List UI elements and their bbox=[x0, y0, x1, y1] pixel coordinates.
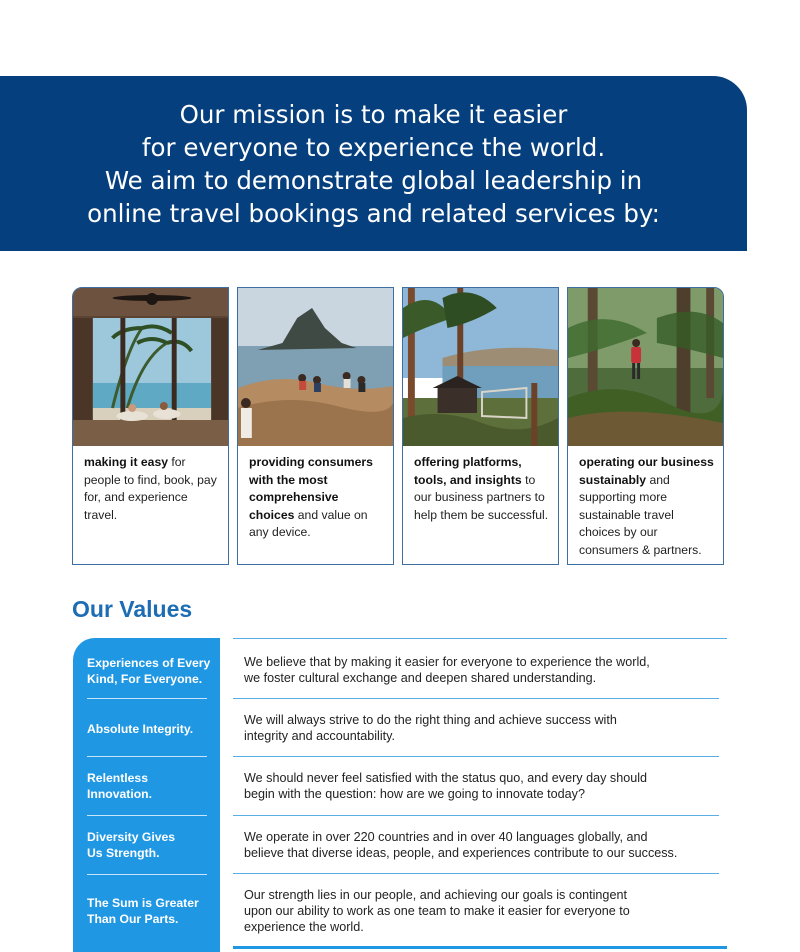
mission-banner bbox=[0, 76, 747, 251]
value-desc-line: integrity and accountability. bbox=[244, 729, 395, 744]
pillar-cards bbox=[72, 287, 724, 566]
pillar-heading: operating our business sustainably bbox=[579, 455, 714, 487]
value-name-line: Innovation. bbox=[87, 787, 152, 801]
value-name-diversity bbox=[87, 829, 212, 861]
mission-line: online travel bookings and related services by: bbox=[87, 198, 660, 228]
value-name-line: Experiences of Every bbox=[87, 656, 211, 670]
pillar-description: and value on any device. bbox=[249, 507, 368, 540]
value-name-innovation bbox=[87, 770, 212, 802]
values-divider bbox=[233, 873, 719, 874]
pillar-heading: offering platforms, tools, and insights bbox=[414, 455, 522, 487]
value-desc-line: We believe that by making it easier for everyone to experience the world, bbox=[244, 655, 650, 669]
island-coast-photo bbox=[238, 288, 393, 446]
value-name-line: Than Our Parts. bbox=[87, 912, 179, 926]
value-name-sum bbox=[87, 895, 212, 927]
lake-cabin-photo bbox=[403, 288, 558, 446]
sidebar-divider bbox=[87, 698, 207, 699]
mission-line: Our mission is to make it easier bbox=[179, 99, 568, 129]
sidebar-divider bbox=[87, 756, 207, 757]
values-sidebar bbox=[73, 638, 220, 952]
value-description-experiences bbox=[244, 654, 724, 686]
sidebar-divider bbox=[87, 874, 207, 875]
pillar-text bbox=[84, 454, 222, 524]
forest-hiker-photo bbox=[568, 288, 723, 446]
value-desc-line: We should never feel satisfied with the status quo, and every day should bbox=[244, 771, 648, 785]
pillar-text bbox=[414, 454, 552, 524]
value-desc-line: believe that diverse ideas, people, and experiences contribute to our success. bbox=[244, 846, 678, 861]
resort-veranda-photo bbox=[73, 288, 228, 446]
mission-line: We aim to demonstrate global leadership in bbox=[104, 165, 643, 195]
value-desc-line: begin with the question: how are we going to innovate today? bbox=[244, 787, 585, 802]
pillar-card-platforms bbox=[402, 287, 559, 565]
value-desc-line: We operate in over 220 countries and in over 40 languages globally, and bbox=[244, 830, 648, 844]
value-desc-line: upon our ability to work as one team to make it easier for everyone to bbox=[244, 904, 630, 919]
value-description-sum bbox=[244, 887, 724, 936]
value-name-line: Diversity Gives bbox=[87, 830, 176, 844]
pillar-heading: making it easy bbox=[84, 455, 168, 469]
value-desc-line: we foster cultural exchange and deepen shared understanding. bbox=[244, 671, 597, 686]
value-description-innovation bbox=[244, 770, 724, 802]
values-divider bbox=[233, 756, 719, 757]
values-divider bbox=[233, 698, 719, 699]
pillar-description: to our business partners to help them be successful. bbox=[414, 472, 549, 522]
values-bottom-rule bbox=[233, 946, 727, 949]
pillar-card-choices bbox=[237, 287, 394, 565]
value-name-line: Kind, For Everyone. bbox=[87, 672, 203, 686]
value-name-line: Relentless bbox=[87, 771, 148, 785]
mission-statement bbox=[87, 98, 660, 230]
value-name-experiences bbox=[87, 655, 212, 687]
value-name-line: Us Strength. bbox=[87, 846, 160, 860]
pillar-text bbox=[249, 454, 387, 542]
pillar-description: and supporting more sustainable travel choices by our consumers & partners. bbox=[579, 472, 702, 557]
pillar-card-sustainable bbox=[567, 287, 724, 565]
value-name-line: Absolute Integrity. bbox=[87, 722, 194, 736]
value-name-integrity bbox=[87, 721, 212, 737]
pillar-card-easy bbox=[72, 287, 229, 565]
mission-line: for everyone to experience the world. bbox=[141, 132, 606, 162]
values-title: Our Values bbox=[72, 596, 193, 622]
value-desc-line: experience the world. bbox=[244, 920, 364, 935]
pillar-heading: providing consumers with the most comprehensive choices bbox=[249, 455, 373, 522]
pillar-description: for people to find, book, pay for, and experience travel. bbox=[84, 455, 217, 522]
value-description-integrity bbox=[244, 712, 724, 744]
pillar-text bbox=[579, 454, 717, 560]
value-desc-line: We will always strive to do the right thing and achieve success with bbox=[244, 713, 617, 727]
values-divider bbox=[233, 638, 727, 639]
value-name-line: The Sum is Greater bbox=[87, 896, 199, 910]
sidebar-divider bbox=[87, 815, 207, 816]
value-desc-line: Our strength lies in our people, and achieving our goals is contingent bbox=[244, 888, 627, 902]
values-divider bbox=[233, 815, 719, 816]
value-description-diversity bbox=[244, 829, 724, 861]
